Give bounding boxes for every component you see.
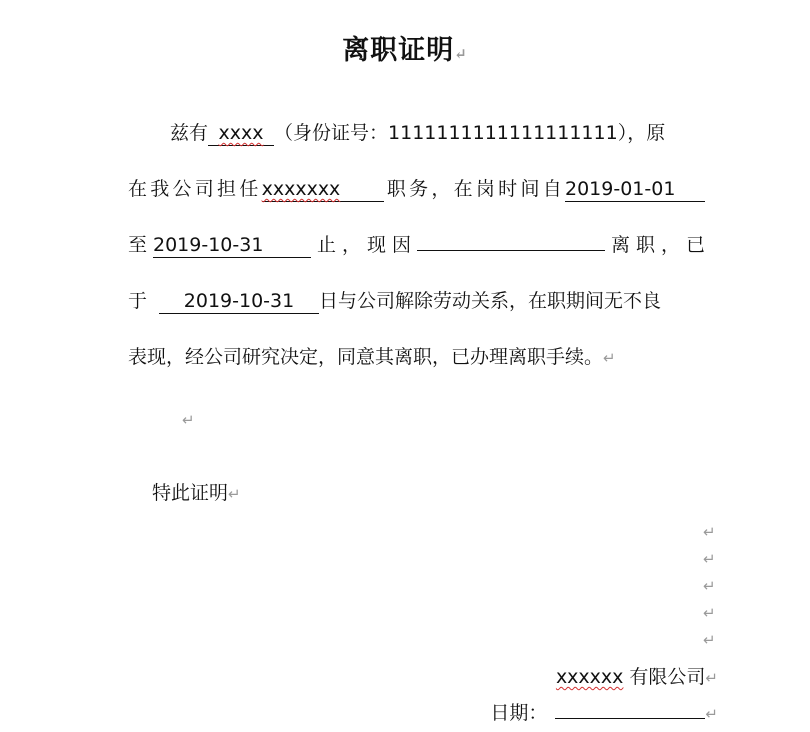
paragraph-mark-icon: ↵ [703, 577, 716, 595]
name-field: xxxx [208, 123, 274, 146]
company-name-placeholder: xxxxxx [555, 666, 624, 688]
paragraph-mark-icon: ↵ [228, 485, 241, 503]
paragraph-mark-icon: ↵ [703, 550, 716, 568]
body-line-4: 于 2019-10-31 日与公司解除劳动关系，在职期间无不良 [128, 290, 662, 312]
empty-paragraph [703, 603, 716, 622]
company-line: xxxxxx 有限公司↵ [555, 666, 718, 688]
position-field: xxxxxxx [262, 179, 384, 202]
closing-line: 特此证明↵ [152, 482, 241, 504]
paragraph-mark-icon: ↵ [703, 631, 716, 649]
start-date-field: 2019-01-01 [565, 179, 705, 202]
release-date-field: 2019-10-31 [159, 291, 319, 314]
paragraph-mark-icon: ↵ [705, 705, 718, 723]
paragraph-mark-icon: ↵ [703, 604, 716, 622]
paragraph-mark-icon: ↵ [705, 669, 718, 687]
body-line-5: 表现，经公司研究决定，同意其离职，已办理离职手续。↵ [128, 346, 616, 368]
empty-paragraph [703, 522, 716, 541]
empty-paragraph [182, 410, 195, 429]
empty-paragraph [703, 576, 716, 595]
reason-field [417, 250, 605, 251]
paragraph-mark-icon: ↵ [703, 523, 716, 541]
body-line-1: 兹有 xxxx （身份证号：1111111111111111111），原 [170, 122, 666, 144]
body-line-3: 至2019-10-31 止，现因 离职，已 [128, 234, 705, 256]
body-line-2: 在我公司担任xxxxxxx 职务，在岗时间自2019-01-01 [128, 174, 705, 202]
end-date-field: 2019-10-31 [153, 235, 311, 258]
date-label: 日期： [490, 702, 548, 724]
title-text: 离职证明 [342, 35, 455, 66]
empty-paragraph [703, 630, 716, 649]
paragraph-mark-icon: ↵ [603, 349, 616, 367]
empty-paragraph [703, 549, 716, 568]
paragraph-mark-icon: ↵ [454, 45, 468, 63]
document-title [0, 28, 810, 67]
paragraph-mark-icon: ↵ [182, 411, 195, 429]
date-field [555, 718, 705, 719]
date-line [490, 698, 718, 725]
